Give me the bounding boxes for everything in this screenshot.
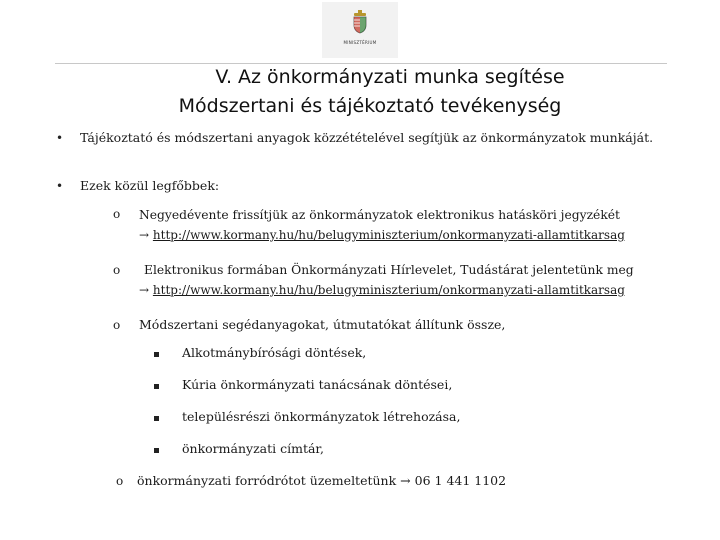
list-subitem: településrészi önkormányzatok létrehozása, bbox=[182, 409, 461, 424]
circle-bullet-icon: o bbox=[116, 474, 124, 488]
arrow-right-icon: → bbox=[139, 283, 150, 297]
circle-bullet-icon: o bbox=[113, 207, 121, 221]
link-row bbox=[139, 228, 625, 242]
square-bullet-icon bbox=[154, 416, 159, 421]
ministry-link[interactable]: http://www.kormany.hu/hu/belugyminiszterium/onkormanyzati-allamtitkarsag bbox=[152, 228, 625, 242]
list-subitem: önkormányzati címtár, bbox=[182, 441, 325, 456]
ministry-logo bbox=[322, 2, 398, 58]
hungarian-coat-of-arms-icon bbox=[351, 10, 369, 34]
arrow-right-icon: → bbox=[400, 473, 411, 488]
bullet-icon: • bbox=[56, 131, 64, 145]
hotline-item bbox=[137, 471, 506, 491]
list-item: Negyedévente frissítjük az önkormányzatok elektronikus hatásköri jegyzékét bbox=[139, 208, 621, 222]
hotline-text: önkormányzati forródrótot üzemeltetünk bbox=[137, 473, 397, 488]
circle-bullet-icon: o bbox=[113, 263, 121, 277]
link-row bbox=[139, 283, 625, 297]
square-bullet-icon bbox=[154, 384, 159, 389]
list-item: Elektronikus formában Önkormányzati Hírlevelet, Tudástárat jelentetünk meg bbox=[144, 263, 634, 277]
square-bullet-icon bbox=[154, 448, 159, 453]
hotline-phone: 06 1 441 1102 bbox=[414, 473, 507, 488]
arrow-right-icon: → bbox=[139, 228, 150, 242]
slide-subtitle: Módszertani és tájékoztató tevékenység bbox=[178, 95, 562, 117]
ministry-link[interactable]: http://www.kormany.hu/hu/belugyminiszterium/onkormanyzati-allamtitkarsag bbox=[152, 283, 625, 297]
slide-title: V. Az önkormányzati munka segítése bbox=[215, 66, 565, 88]
paragraph-intro: Tájékoztató és módszertani anyagok közzétételével segítjük az önkormányzatok munkáját. bbox=[80, 130, 654, 145]
list-subitem: Alkotmánybírósági döntések, bbox=[182, 345, 367, 360]
square-bullet-icon bbox=[154, 352, 159, 357]
logo-text: MINISZTÉRIUM bbox=[343, 40, 377, 45]
list-item: Módszertani segédanyagokat, útmutatókat állítunk össze, bbox=[139, 317, 506, 332]
circle-bullet-icon: o bbox=[113, 318, 121, 332]
header-divider bbox=[55, 63, 667, 64]
paragraph-list-intro: Ezek közül legfőbbek: bbox=[80, 178, 220, 193]
list-subitem: Kúria önkormányzati tanácsának döntései, bbox=[182, 377, 453, 392]
bullet-icon: • bbox=[56, 179, 64, 193]
